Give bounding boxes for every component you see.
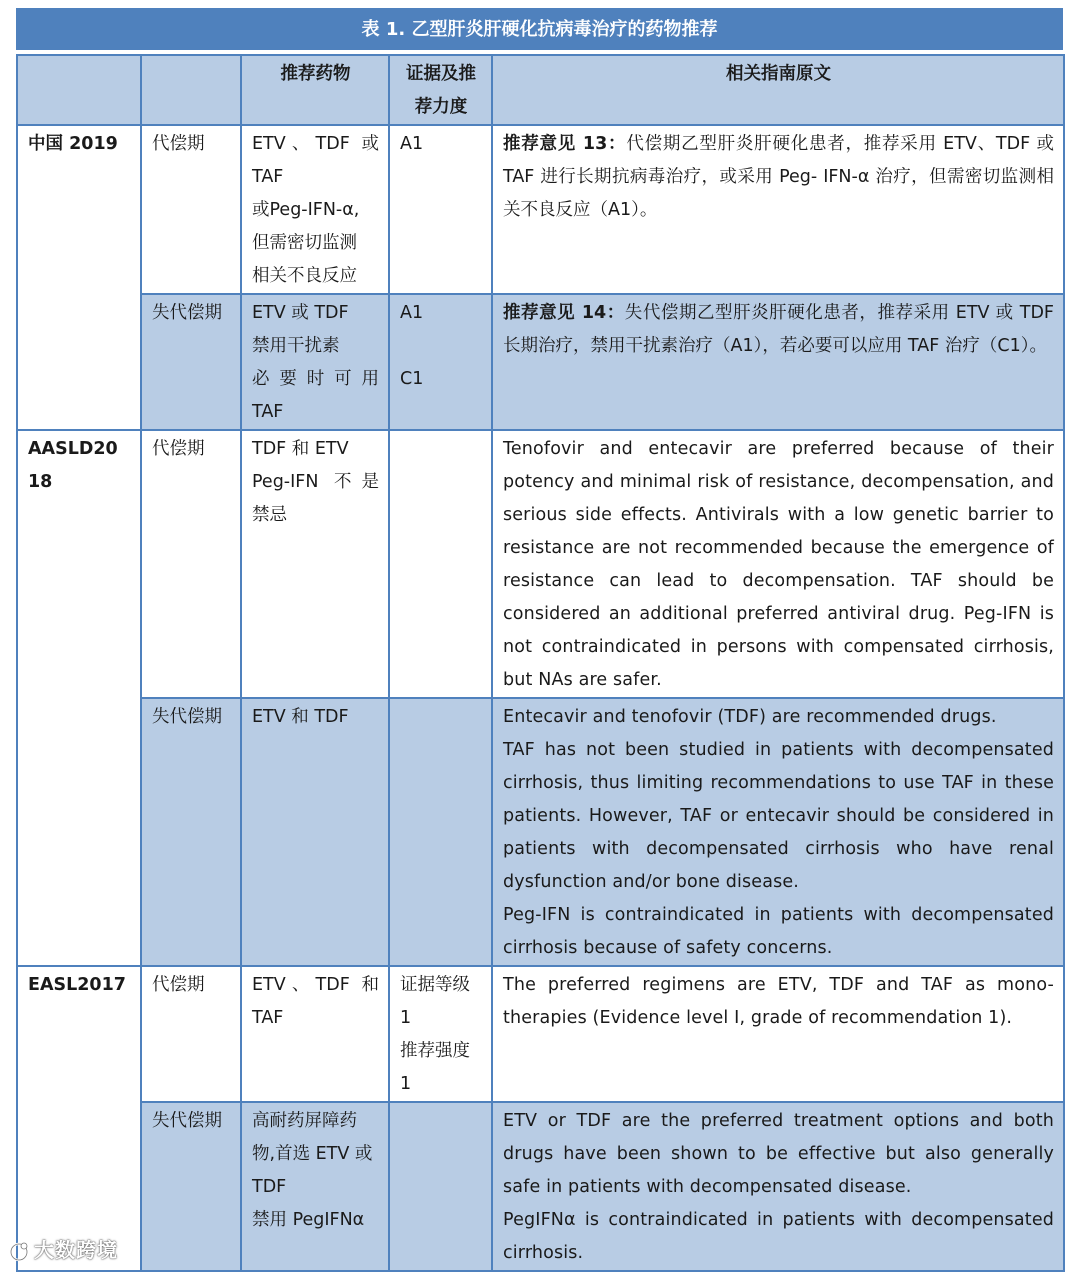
header-guideline: 相关指南原文 <box>492 55 1064 125</box>
guideline-text-cell: ETV or TDF are the preferred treatment options and both drugs have been shown to be effective but also generally safe in patients with decompensated disease. PegIFNα is contraindicated in patients with decompensated cirrhosis. <box>492 1102 1064 1271</box>
drug-cell: 高耐药屏障药 物,首选 ETV 或 TDF 禁用 PegIFNα <box>241 1102 389 1271</box>
evidence-cell: 证据等级 1 推荐强度 1 <box>389 966 492 1102</box>
guideline-text-cell: Entecavir and tenofovir (TDF) are recommended drugs. TAF has not been studied in patients with decompensated cirrhosis, thus limiting recommendations to use TAF in these patients. However, TAF or entecavir should be considered in patients with decompensated cirrhosis who have renal dysfunction and/or bone disease. Peg-IFN is contraindicated in patients with decompensated cirrhosis because of safety concerns. <box>492 698 1064 966</box>
guideline-text-cell: The preferred regimens are ETV, TDF and TAF as mono-therapies (Evidence level I, grade of recommendation 1). <box>492 966 1064 1102</box>
watermark-logo-icon <box>8 1241 30 1263</box>
stage-cell: 失代偿期 <box>141 294 241 430</box>
guideline-table <box>16 54 1065 1272</box>
stage-cell: 代偿期 <box>141 125 241 294</box>
drug-cell: ETV 和 TDF <box>241 698 389 966</box>
stage-cell: 代偿期 <box>141 966 241 1102</box>
stage-cell: 失代偿期 <box>141 1102 241 1271</box>
drug-cell: ETV、TDF 和 TAF <box>241 966 389 1102</box>
region-cell: AASLD20 18 <box>17 430 141 966</box>
guideline-table-container <box>16 8 1063 1272</box>
table-row <box>17 966 1064 1102</box>
evidence-cell <box>389 1102 492 1271</box>
evidence-cell <box>389 698 492 966</box>
guideline-text-cell: 推荐意见 14：失代偿期乙型肝炎肝硬化患者，推荐采用 ETV 或 TDF 长期治疗，禁用干扰素治疗（A1），若必要可以应用 TAF 治疗（C1）。 <box>492 294 1064 430</box>
drug-cell: ETV 或 TDF 禁用干扰素 必 要 时 可 用 TAF <box>241 294 389 430</box>
table-row <box>17 294 1064 430</box>
drug-cell: ETV、TDF 或 TAF 或Peg-IFN-α, 但需密切监测 相关不良反应 <box>241 125 389 294</box>
evidence-cell: A1 C1 <box>389 294 492 430</box>
evidence-cell: A1 <box>389 125 492 294</box>
header-row <box>17 55 1064 125</box>
table-row <box>17 698 1064 966</box>
drug-cell: TDF 和 ETV Peg-IFN 不是 禁忌 <box>241 430 389 698</box>
header-evidence: 证据及推 荐力度 <box>389 55 492 125</box>
stage-cell: 代偿期 <box>141 430 241 698</box>
stage-cell: 失代偿期 <box>141 698 241 966</box>
watermark-text: 大数跨境 <box>34 1238 118 1262</box>
header-drug: 推荐药物 <box>241 55 389 125</box>
guideline-text-cell: 推荐意见 13：代偿期乙型肝炎肝硬化患者，推荐采用 ETV、TDF 或 TAF 进行长期抗病毒治疗，或采用 Peg- IFN-α 治疗，但需密切监测相关不良反应（A1）。 <box>492 125 1064 294</box>
guideline-text-cell: Tenofovir and entecavir are preferred because of their potency and minimal risk of resistance, decompensation, and serious side effects. Antivirals with a low genetic barrier to resistance are not recommended because the emergence of resistance can lead to decompensation. TAF should be considered an additional preferred antiviral drug. Peg-IFN is not contraindicated in persons with compensated cirrhosis, but NAs are safer. <box>492 430 1064 698</box>
header-stage <box>141 55 241 125</box>
table-row <box>17 125 1064 294</box>
region-cell: EASL2017 <box>17 966 141 1271</box>
table-row <box>17 1102 1064 1271</box>
watermark <box>8 1234 118 1263</box>
header-region <box>17 55 141 125</box>
table-title: 表 1. 乙型肝炎肝硬化抗病毒治疗的药物推荐 <box>16 8 1063 50</box>
evidence-cell <box>389 430 492 698</box>
table-row <box>17 430 1064 698</box>
region-cell: 中国 2019 <box>17 125 141 430</box>
